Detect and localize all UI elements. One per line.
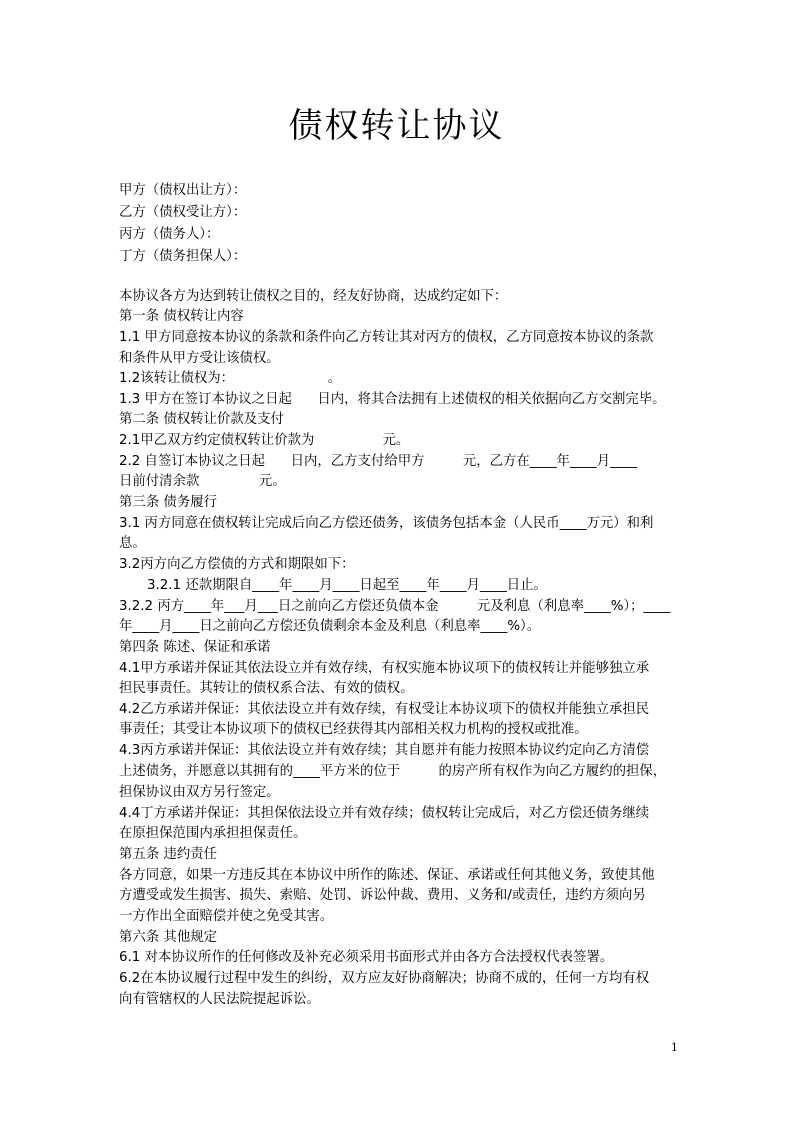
article-6-heading: 第六条 其他规定 [119,930,217,945]
clause-2-2-line-1: 2.2 自签订本协议之日起 日内，乙方支付给甲方 元，乙方在____年____月____ [119,454,637,469]
article-5-line-1: 各方同意，如果一方违反其在本协议中所作的陈述、保证、承诺或任何其他义务，致使其他 [119,868,655,883]
clause-4-2-line-2: 事责任；其受让本协议项下的债权已经获得其内部相关权力机构的授权或批准。 [119,722,588,737]
clause-4-3-line-2: 上述债务，并愿意以其拥有的____平方米的位于 的房产所有权作为向乙方履约的担保， [119,764,667,779]
clause-3-2-line: 3.2丙方向乙方偿债的方式和期限如下： [119,557,355,572]
clause-4-3-line-1: 4.3丙方承诺并保证：其依法设立并有效存续；其自愿并有能力按照本协议约定向乙方清偿 [119,743,650,758]
clause-2-2-line-2: 日前付清余款 元。 [119,474,286,489]
clause-6-1-line: 6.1 对本协议所作的任何修改及补充必须采用书面形式并由各方合法授权代表签署。 [119,950,614,965]
party-c-line: 丙方（债务人）： [119,227,220,242]
article-5-heading: 第五条 违约责任 [119,847,217,862]
party-a-line: 甲方（债权出让方）： [119,183,247,198]
clause-4-2-line-1: 4.2乙方承诺并保证：其依法设立并有效存续，有权受让本协议项下的债权并能独立承担民 [119,702,650,717]
party-d-line: 丁方（债务担保人）： [119,249,247,264]
clause-1-3-line: 1.3 甲方在签订本协议之日起 日内，将其合法拥有上述债权的相关依据向乙方交割完毕。 [119,392,666,407]
article-5-line-2: 方遭受或发生损害、损失、索赔、处罚、诉讼仲裁、费用、义务和/或责任，违约方须向另 [119,888,646,903]
clause-3-2-1-line: 3.2.1 还款期限自____年____月____日起至____年____月____日止。 [147,578,547,593]
clause-6-2-line-1: 6.2在本协议履行过程中发生的纠纷，双方应友好协商解决；协商不成的，任何一方均有权 [119,971,650,986]
clause-3-2-2-line-2: 年____月____日之前向乙方偿还负债剩余本金及利息（利息率____%）。 [119,619,541,634]
article-5-line-3: 一方作出全面赔偿并使之免受其害。 [119,909,334,924]
article-2-heading: 第二条 债权转让价款及支付 [119,412,284,427]
article-1-heading: 第一条 债权转让内容 [119,309,244,324]
clause-1-1-line-2: 和条件从甲方受让该债权。 [119,351,280,366]
preamble-line: 本协议各方为达到转让债权之目的，经友好协商，达成约定如下： [119,289,508,304]
clause-4-1-line-2: 担民事责任。其转让的债权系合法、有效的债权。 [119,681,414,696]
clause-2-1-line: 2.1甲乙双方约定债权转让价款为 元。 [119,433,410,448]
clause-6-2-line-2: 向有管辖权的人民法院提起诉讼。 [119,992,320,1007]
clause-4-3-line-3: 担保协议由双方另行签定。 [119,785,280,800]
clause-3-2-2-line-1: 3.2.2 丙方____年___月___日之前向乙方偿还负债本金 元及利息（利息率____%）；____ [119,599,671,614]
clause-4-4-line-2: 在原担保范围内承担担保责任。 [119,826,307,841]
clause-4-1-line-1: 4.1甲方承诺并保证其依法设立并有效存续，有权实施本协议项下的债权转让并能够独立承 [119,661,650,676]
article-4-heading: 第四条 陈述、保证和承诺 [119,640,271,655]
clause-3-1-line-2: 息。 [119,536,146,551]
article-3-heading: 第三条 债务履行 [119,495,217,510]
party-b-line: 乙方（债权受让方）： [119,205,247,220]
clause-4-4-line-1: 4.4丁方承诺并保证：其担保依法设立并有效存续；债权转让完成后，对乙方偿还债务继续 [119,806,650,821]
clause-3-1-line-1: 3.1 丙方同意在债权转让完成后向乙方偿还债务，该债务包括本金（人民币____万元）和利 [119,516,654,531]
clause-1-2-line: 1.2该转让债权为： 。 [119,371,342,386]
document-title: 债权转让协议 [288,106,505,146]
clause-1-1-line-1: 1.1 甲方同意按本协议的条款和条件向乙方转让其对丙方的债权，乙方同意按本协议的条款 [119,330,654,345]
page-number: 1 [671,1041,678,1054]
